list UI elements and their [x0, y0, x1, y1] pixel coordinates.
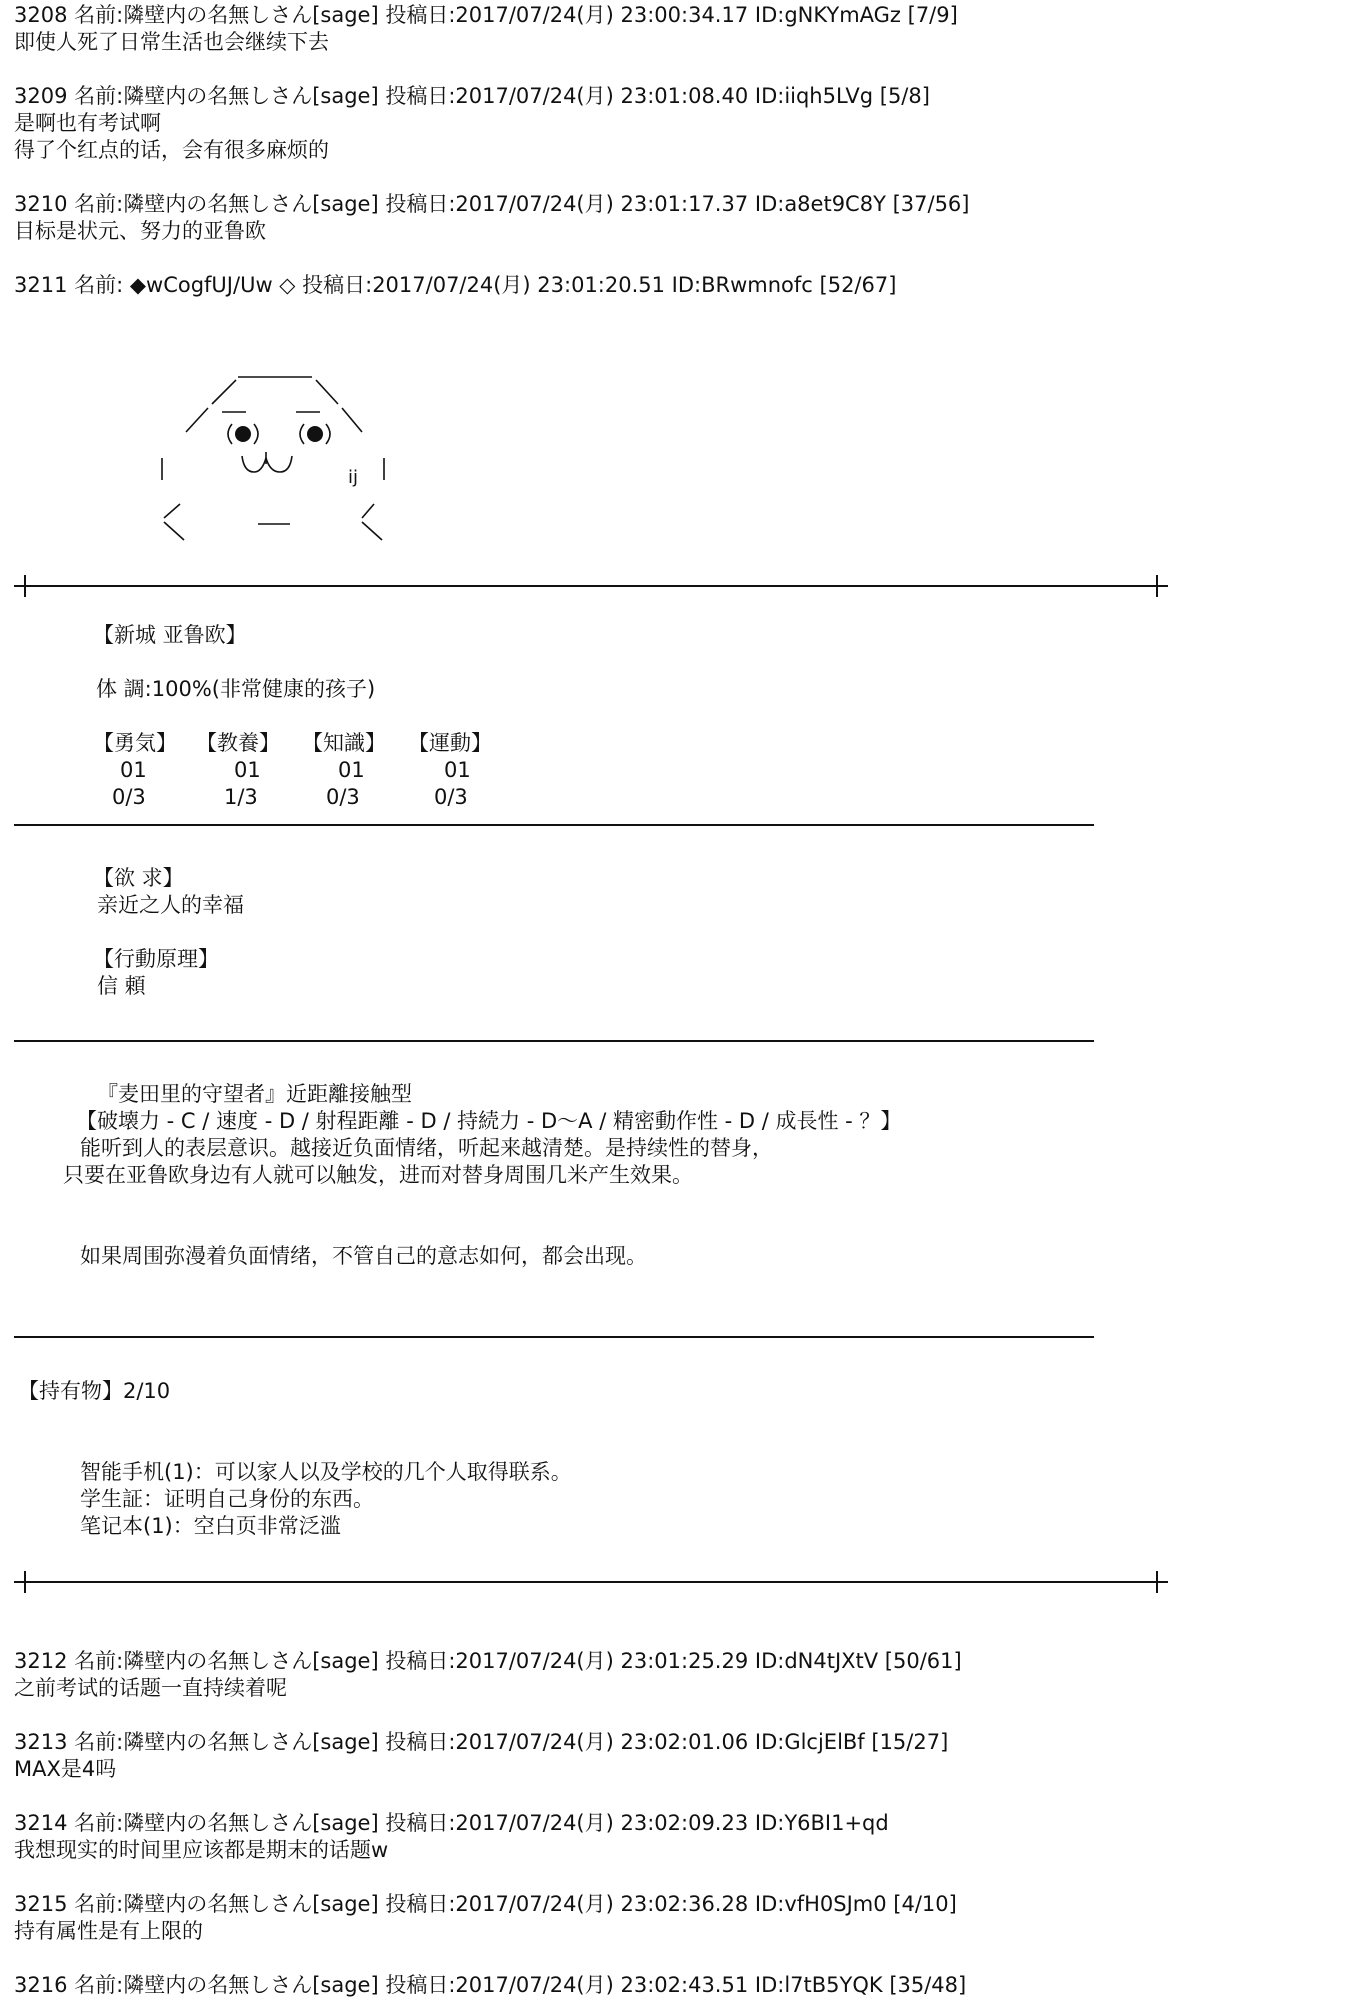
stat-progress-courage: 0/3: [112, 785, 146, 809]
post-3208: [14, 2, 1334, 56]
left-eye: [235, 426, 251, 442]
stand-description-1: 能听到人的表层意识。越接近负面情绪，听起来越清楚。是持续性的替身，: [80, 1136, 773, 1160]
post-3212: [14, 1648, 1334, 1702]
stat-label-athletics: 【運動】: [408, 731, 492, 755]
post-body-line: 即使人死了日常生活也会继续下去: [14, 30, 329, 54]
post-header: 3210 名前:隣壁内の名無しさん[sage] 投稿日:2017/07/24(月) 23:01:17.37 ID:a8et9C8Y [37/56]: [14, 192, 970, 216]
post-header: 3215 名前:隣壁内の名無しさん[sage] 投稿日:2017/07/24(月) 23:02:36.28 ID:vfH0SJm0 [4/10]: [14, 1892, 957, 1916]
post-3213: [14, 1729, 1334, 1783]
divider-cross-bottom: [14, 1567, 1168, 1597]
character-name: 【新城 亚鲁欧】: [93, 623, 247, 647]
post-body-line: 之前考试的话题一直持续着呢: [14, 1676, 287, 1700]
desire-value: 亲近之人的幸福: [97, 893, 244, 917]
post-body-line: 得了个红点的话，会有很多麻烦的: [14, 138, 329, 162]
desire-label: 【欲 求】: [93, 866, 184, 890]
stat-progress-knowledge: 0/3: [326, 785, 360, 809]
stand-title: 『麦田里的守望者』近距離接触型: [97, 1082, 412, 1106]
post-3210: [14, 191, 1334, 245]
post-3215: [14, 1891, 1334, 1945]
post-header: 3216 名前:隣壁内の名無しさん[sage] 投稿日:2017/07/24(月) 23:02:43.51 ID:l7tB5YQK [35/48]: [14, 1973, 967, 1997]
post-header: 3213 名前:隣壁内の名無しさん[sage] 投稿日:2017/07/24(月) 23:02:01.06 ID:GlcjElBf [15/27]: [14, 1730, 949, 1754]
post-body-line: 目标是状元、努力的亚鲁欧: [14, 219, 266, 243]
post-3211: [14, 272, 1334, 299]
stand-description-3: 如果周围弥漫着负面情绪，不管自己的意志如何，都会出现。: [80, 1244, 647, 1268]
divider-1: [14, 824, 1094, 826]
right-eye: [307, 426, 323, 442]
ascii-blush-mark: ij: [348, 467, 359, 488]
item-smartphone: 智能手机(1)：可以家人以及学校的几个人取得联系。: [80, 1460, 572, 1484]
character-condition: 体 調:100%(非常健康的孩子): [96, 677, 376, 701]
stat-progress-athletics: 0/3: [434, 785, 468, 809]
stat-progress-education: 1/3: [224, 785, 258, 809]
stat-level-courage: 01: [120, 758, 147, 782]
stat-label-courage: 【勇気】: [93, 731, 177, 755]
post-body-line: 我想现实的时间里应该都是期末的话题w: [14, 1838, 389, 1862]
stand-description-2: 只要在亚鲁欧身边有人就可以触发，进而对替身周围几米产生效果。: [63, 1163, 693, 1187]
post-3209: [14, 83, 1334, 164]
post-body-line: 持有属性是有上限的: [14, 1919, 203, 1943]
item-notebook: 笔记本(1)：空白页非常泛滥: [80, 1514, 341, 1538]
post-3214: [14, 1810, 1334, 1864]
post-header: 3209 名前:隣壁内の名無しさん[sage] 投稿日:2017/07/24(月) 23:01:08.40 ID:iiqh5LVg [5/8]: [14, 84, 930, 108]
stat-label-education: 【教養】: [196, 731, 280, 755]
post-header: 3211 名前: ◆wCogfUJ/Uw ◇ 投稿日:2017/07/24(月) 23:01:20.51 ID:BRwmnofc [52/67]: [14, 273, 897, 297]
stand-stats: 【破壊力 - C / 速度 - D / 射程距離 - D / 持続力 - D～A / 精密動作性 - D / 成長性 - ？】: [76, 1109, 902, 1133]
stat-label-knowledge: 【知識】: [302, 731, 386, 755]
post-header: 3208 名前:隣壁内の名無しさん[sage] 投稿日:2017/07/24(月) 23:00:34.17 ID:gNKYmAGz [7/9]: [14, 3, 958, 27]
post-body-line: MAX是4吗: [14, 1757, 117, 1781]
divider-2: [14, 1040, 1094, 1042]
post-body-line: 是啊也有考试啊: [14, 111, 161, 135]
item-student-id: 学生証：证明自己身份的东西。: [80, 1487, 374, 1511]
divider-cross-top: [14, 571, 1168, 601]
items-label: 【持有物】2/10: [18, 1379, 171, 1403]
stat-level-knowledge: 01: [338, 758, 365, 782]
ascii-art-face: [150, 372, 410, 552]
post-header: 3212 名前:隣壁内の名無しさん[sage] 投稿日:2017/07/24(月) 23:01:25.29 ID:dN4tJXtV [50/61]: [14, 1649, 962, 1673]
principle-value: 信 頼: [97, 974, 146, 998]
stat-level-athletics: 01: [444, 758, 471, 782]
post-3216: [14, 1972, 1334, 1999]
post-header: 3214 名前:隣壁内の名無しさん[sage] 投稿日:2017/07/24(月) 23:02:09.23 ID:Y6BI1+qd: [14, 1811, 889, 1835]
stat-level-education: 01: [234, 758, 261, 782]
divider-3: [14, 1336, 1094, 1338]
ascii-face-drawing: [150, 372, 410, 552]
principle-label: 【行動原理】: [93, 947, 219, 971]
